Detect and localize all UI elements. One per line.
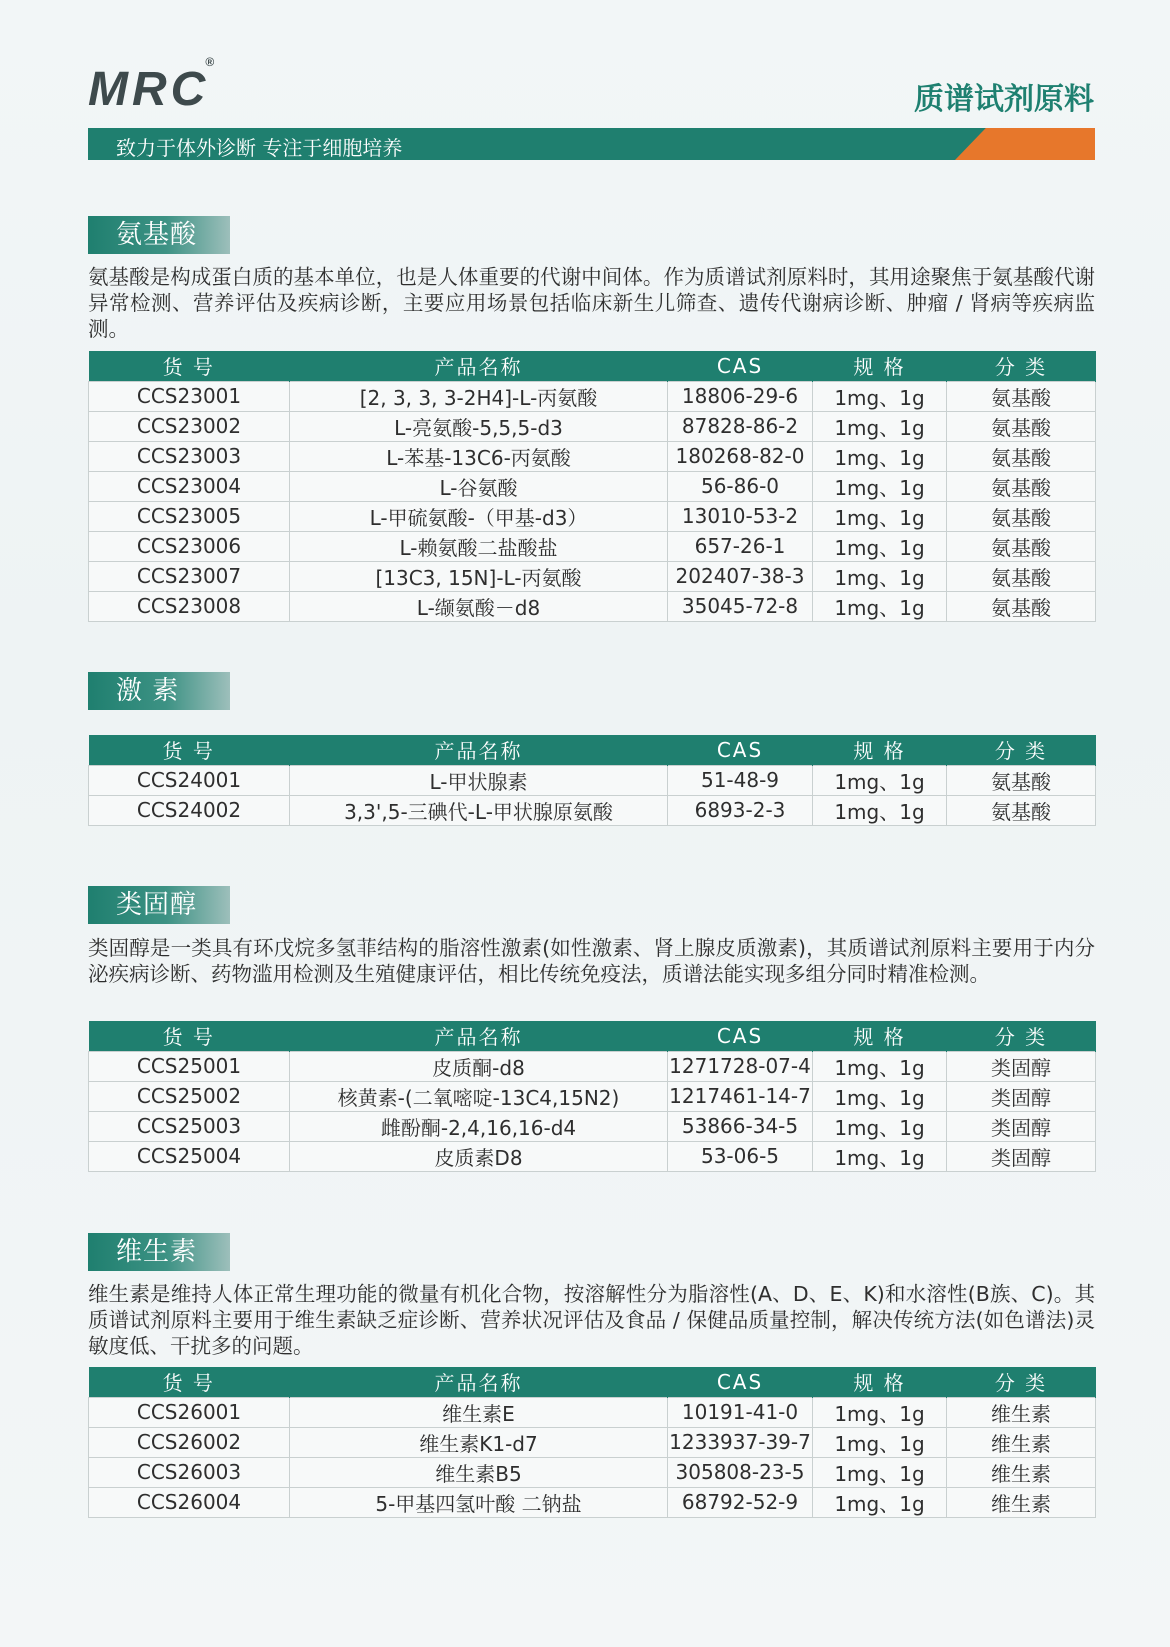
- package-size: 1mg、1g: [813, 1141, 947, 1171]
- cas-number: 1233937-39-7: [668, 1427, 813, 1457]
- product-name: 5-甲基四氢叶酸 二钠盐: [290, 1487, 668, 1517]
- package-size: 1mg、1g: [813, 1457, 947, 1487]
- product-code: CCS26003: [89, 1457, 290, 1487]
- column-header: 货 号: [89, 735, 290, 765]
- category: 氨基酸: [947, 501, 1096, 531]
- product-code: CCS26002: [89, 1427, 290, 1457]
- column-header: CAS: [668, 351, 813, 381]
- cas-number: 6893-2-3: [668, 795, 813, 825]
- column-header: 产品名称: [290, 735, 668, 765]
- category: 维生素: [947, 1487, 1096, 1517]
- table-header-row: [89, 351, 1096, 381]
- package-size: 1mg、1g: [813, 795, 947, 825]
- product-code: CCS25004: [89, 1141, 290, 1171]
- column-header: CAS: [668, 1367, 813, 1397]
- logo-text: MRC: [88, 63, 210, 116]
- category: 类固醇: [947, 1141, 1096, 1171]
- cas-number: 56-86-0: [668, 471, 813, 501]
- column-header: 规 格: [813, 735, 947, 765]
- product-name: L-谷氨酸: [290, 471, 668, 501]
- cas-number: 10191-41-0: [668, 1397, 813, 1427]
- package-size: 1mg、1g: [813, 591, 947, 621]
- table-row: [89, 795, 1096, 825]
- product-code: CCS25003: [89, 1111, 290, 1141]
- package-size: 1mg、1g: [813, 765, 947, 795]
- section-tag-amino-acids: 氨基酸: [88, 216, 230, 254]
- category: 氨基酸: [947, 795, 1096, 825]
- product-code: CCS23005: [89, 501, 290, 531]
- package-size: 1mg、1g: [813, 441, 947, 471]
- table-row: [89, 1051, 1096, 1081]
- cas-number: 18806-29-6: [668, 381, 813, 411]
- product-name: L-苯基-13C6-丙氨酸: [290, 441, 668, 471]
- column-header: 产品名称: [290, 351, 668, 381]
- vitamins-table: [88, 1367, 1096, 1518]
- table-header-row: [89, 735, 1096, 765]
- product-code: CCS26004: [89, 1487, 290, 1517]
- table-row: [89, 561, 1096, 591]
- column-header: 规 格: [813, 351, 947, 381]
- cas-number: 51-48-9: [668, 765, 813, 795]
- product-name: L-甲状腺素: [290, 765, 668, 795]
- column-header: 分 类: [947, 1367, 1096, 1397]
- product-name: L-赖氨酸二盐酸盐: [290, 531, 668, 561]
- column-header: 产品名称: [290, 1367, 668, 1397]
- category: 氨基酸: [947, 411, 1096, 441]
- category: 类固醇: [947, 1111, 1096, 1141]
- steroids-table: [88, 1021, 1096, 1172]
- table-row: [89, 411, 1096, 441]
- table-header-row: [89, 1021, 1096, 1051]
- cas-number: 53866-34-5: [668, 1111, 813, 1141]
- product-code: CCS23002: [89, 411, 290, 441]
- cas-number: 53-06-5: [668, 1141, 813, 1171]
- product-name: 核黄素-(二氧嘧啶-13C4,15N2): [290, 1081, 668, 1111]
- table-row: [89, 1397, 1096, 1427]
- category: 类固醇: [947, 1081, 1096, 1111]
- cas-number: 68792-52-9: [668, 1487, 813, 1517]
- table-row: [89, 1081, 1096, 1111]
- table-row: [89, 381, 1096, 411]
- package-size: 1mg、1g: [813, 381, 947, 411]
- category: 氨基酸: [947, 441, 1096, 471]
- product-name: 皮质素D8: [290, 1141, 668, 1171]
- category: 氨基酸: [947, 531, 1096, 561]
- product-code: CCS23001: [89, 381, 290, 411]
- table-row: [89, 1487, 1096, 1517]
- category: 维生素: [947, 1397, 1096, 1427]
- hormones-table: [88, 735, 1096, 826]
- column-header: 分 类: [947, 735, 1096, 765]
- category: 维生素: [947, 1457, 1096, 1487]
- document-title: 质谱试剂原料: [914, 82, 1094, 117]
- cas-number: 35045-72-8: [668, 591, 813, 621]
- cas-number: 657-26-1: [668, 531, 813, 561]
- product-name: 3,3',5-三碘代-L-甲状腺原氨酸: [290, 795, 668, 825]
- category: 氨基酸: [947, 765, 1096, 795]
- table-row: [89, 1427, 1096, 1457]
- table-row: [89, 1141, 1096, 1171]
- product-name: 维生素B5: [290, 1457, 668, 1487]
- category: 类固醇: [947, 1051, 1096, 1081]
- package-size: 1mg、1g: [813, 411, 947, 441]
- column-header: 货 号: [89, 1021, 290, 1051]
- cas-number: 13010-53-2: [668, 501, 813, 531]
- amino-acids-table: [88, 351, 1096, 622]
- package-size: 1mg、1g: [813, 531, 947, 561]
- column-header: CAS: [668, 735, 813, 765]
- category: 氨基酸: [947, 471, 1096, 501]
- table-row: [89, 765, 1096, 795]
- product-code: CCS23004: [89, 471, 290, 501]
- category: 氨基酸: [947, 561, 1096, 591]
- product-name: L-缬氨酸－d8: [290, 591, 668, 621]
- column-header: 货 号: [89, 1367, 290, 1397]
- mrc-logo: [88, 55, 222, 117]
- section-tag-steroids: 类固醇: [88, 886, 230, 924]
- table-header-row: [89, 1367, 1096, 1397]
- cas-number: 1217461-14-7: [668, 1081, 813, 1111]
- package-size: 1mg、1g: [813, 1487, 947, 1517]
- product-code: CCS26001: [89, 1397, 290, 1427]
- product-code: CCS25002: [89, 1081, 290, 1111]
- product-name: L-甲硫氨酸-（甲基-d3）: [290, 501, 668, 531]
- product-code: CCS23007: [89, 561, 290, 591]
- product-name: [2, 3, 3, 3-2H4]-L-丙氨酸: [290, 381, 668, 411]
- column-header: CAS: [668, 1021, 813, 1051]
- package-size: 1mg、1g: [813, 1081, 947, 1111]
- column-header: 产品名称: [290, 1021, 668, 1051]
- column-header: 规 格: [813, 1021, 947, 1051]
- category: 维生素: [947, 1427, 1096, 1457]
- product-code: CCS24001: [89, 765, 290, 795]
- product-name: [13C3, 15N]-L-丙氨酸: [290, 561, 668, 591]
- table-row: [89, 1457, 1096, 1487]
- table-row: [89, 471, 1096, 501]
- package-size: 1mg、1g: [813, 1397, 947, 1427]
- category: 氨基酸: [947, 381, 1096, 411]
- section-desc-amino-acids: 氨基酸是构成蛋白质的基本单位，也是人体重要的代谢中间体。作为质谱试剂原料时，其用途聚焦于氨基酸代谢异常检测、营养评估及疾病诊断，主要应用场景包括临床新生儿筛查、遗传代谢病诊断、肿瘤 / 肾病等疾病监测。: [88, 265, 1095, 341]
- product-name: 维生素K1-d7: [290, 1427, 668, 1457]
- product-code: CCS23003: [89, 441, 290, 471]
- column-header: 规 格: [813, 1367, 947, 1397]
- product-code: CCS25001: [89, 1051, 290, 1081]
- package-size: 1mg、1g: [813, 1427, 947, 1457]
- product-code: CCS23006: [89, 531, 290, 561]
- table-row: [89, 441, 1096, 471]
- product-name: 维生素E: [290, 1397, 668, 1427]
- registered-mark: ®: [205, 55, 219, 69]
- product-code: CCS23008: [89, 591, 290, 621]
- section-desc-steroids: 类固醇是一类具有环戊烷多氢菲结构的脂溶性激素(如性激素、肾上腺皮质激素)，其质谱试剂原料主要用于内分泌疾病诊断、药物滥用检测及生殖健康评估，相比传统免疫法，质谱法能实现多组分同时精准检测。: [88, 936, 1095, 986]
- slogan-banner: [88, 128, 1095, 160]
- section-desc-vitamins: 维生素是维持人体正常生理功能的微量有机化合物，按溶解性分为脂溶性(A、D、E、K)和水溶性(B族、C)。其质谱试剂原料主要用于维生素缺乏症诊断、营养状况评估及食品 / 保健品质量控制，解决传统方法(如色谱法)灵敏度低、干扰多的问题。: [88, 1282, 1095, 1358]
- package-size: 1mg、1g: [813, 1051, 947, 1081]
- column-header: 货 号: [89, 351, 290, 381]
- cas-number: 305808-23-5: [668, 1457, 813, 1487]
- product-code: CCS24002: [89, 795, 290, 825]
- table-row: [89, 1111, 1096, 1141]
- product-name: L-亮氨酸-5,5,5-d3: [290, 411, 668, 441]
- column-header: 分 类: [947, 1021, 1096, 1051]
- cas-number: 87828-86-2: [668, 411, 813, 441]
- table-row: [89, 501, 1096, 531]
- cas-number: 202407-38-3: [668, 561, 813, 591]
- package-size: 1mg、1g: [813, 561, 947, 591]
- table-row: [89, 531, 1096, 561]
- cas-number: 180268-82-0: [668, 441, 813, 471]
- column-header: 分 类: [947, 351, 1096, 381]
- package-size: 1mg、1g: [813, 471, 947, 501]
- section-tag-vitamins: 维生素: [88, 1233, 230, 1271]
- category: 氨基酸: [947, 591, 1096, 621]
- product-name: 皮质酮-d8: [290, 1051, 668, 1081]
- product-name: 雌酚酮-2,4,16,16-d4: [290, 1111, 668, 1141]
- package-size: 1mg、1g: [813, 501, 947, 531]
- slogan-text: 致力于体外诊断 专注于细胞培养: [116, 136, 403, 160]
- section-tag-hormones: 激 素: [88, 672, 230, 710]
- table-row: [89, 591, 1096, 621]
- package-size: 1mg、1g: [813, 1111, 947, 1141]
- cas-number: 1271728-07-4: [668, 1051, 813, 1081]
